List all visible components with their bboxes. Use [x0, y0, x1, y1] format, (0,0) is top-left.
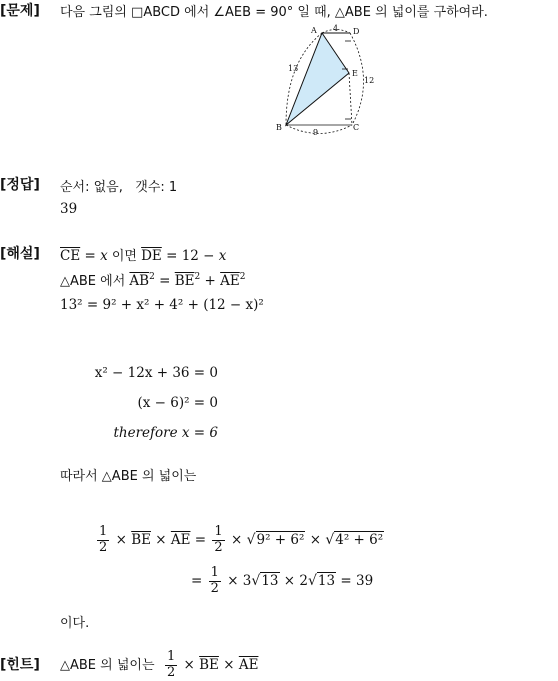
- times-5: ×: [227, 572, 239, 589]
- times-3: ×: [230, 531, 243, 548]
- eq-sign-4: =: [191, 572, 203, 589]
- frac-den-2: 2: [214, 539, 223, 555]
- sqrt-sign-3: √: [251, 572, 261, 589]
- hint-seg-ae: $\overline{AE}$: [238, 656, 259, 673]
- answer-value: 39: [60, 201, 78, 217]
- solution-line-1: [60, 245, 226, 264]
- seg-ce: $\overline{CE}$: [60, 248, 81, 264]
- area-line-1: [95, 525, 384, 556]
- seg-ae: $\overline{AE}$: [220, 273, 240, 289]
- point-d: D: [353, 27, 360, 36]
- hint-words: △ABE 의 넓이는: [60, 657, 159, 673]
- sqrt-sign-1: √: [246, 531, 256, 548]
- conclusion-text: 따라서 △ABE 의 넓이는: [60, 469, 197, 484]
- frac-num: 1: [99, 524, 108, 539]
- solution-line-2: [60, 270, 245, 289]
- solution-end: 이다.: [60, 616, 90, 631]
- times-1: ×: [115, 531, 127, 548]
- coef-2: 2: [299, 572, 308, 589]
- point-b: B: [276, 123, 282, 132]
- half-fraction-3: [209, 566, 221, 597]
- seg-ab: $\overline{AB}$: [129, 273, 150, 289]
- plus-sign: +: [200, 273, 221, 289]
- arc-dc: [350, 33, 364, 125]
- times-2: ×: [155, 531, 167, 548]
- answer-meta: 순서: 없음, 갯수: 1: [60, 180, 178, 195]
- geometry-figure: [272, 22, 384, 140]
- arc-bc: [286, 125, 352, 134]
- length-ad: 4: [333, 24, 339, 33]
- problem-text: 다음 그림의 □ABCD 에서 ∠AEB = 90° 일 때, △ABE 의 넓이를 구하여라.: [60, 5, 488, 20]
- hint-frac-num: 1: [166, 649, 176, 664]
- length-ec: 12: [364, 76, 375, 85]
- solution-label: [해설]: [0, 246, 40, 262]
- sqrt-sign-4: √: [308, 572, 317, 589]
- frac-den: 2: [99, 539, 108, 555]
- hint-times-1: ×: [183, 656, 195, 673]
- times-6: ×: [283, 572, 296, 589]
- equation-1: x² − 12x + 36 = 0: [94, 365, 218, 381]
- point-c: C: [353, 123, 360, 132]
- answer-label: [정답]: [0, 177, 40, 193]
- radicand-13-b: 13: [317, 572, 336, 589]
- x-equals-6: x = 6: [177, 425, 218, 441]
- triangle-abe: [286, 33, 349, 125]
- word-therefore: therefore: [113, 425, 178, 441]
- exp-ae: 2: [239, 272, 246, 282]
- text-abe: △ABE 에서: [60, 274, 130, 289]
- hint-times-2: ×: [223, 656, 235, 673]
- word-if: 이면: [107, 249, 142, 264]
- frac-num-2: 1: [214, 524, 223, 539]
- expr-12-minus: = 12 −: [161, 248, 219, 264]
- radicand-2: 4² + 6²: [335, 531, 384, 548]
- var-x: x: [100, 248, 108, 264]
- length-bc: 9: [313, 128, 319, 137]
- area-line-2: [191, 566, 373, 597]
- exp-be: 2: [194, 272, 201, 282]
- radicand-1: 9² + 6²: [256, 531, 305, 548]
- seg-be-2: $\overline{BE}$: [131, 531, 151, 548]
- eq-sign: =: [80, 248, 101, 264]
- frac-num-3: 1: [210, 565, 219, 580]
- frac-den-3: 2: [210, 580, 219, 596]
- eq-sign-2: =: [154, 273, 175, 289]
- coef-3: 3: [242, 572, 252, 589]
- seg-be: $\overline{BE}$: [174, 273, 195, 289]
- sqrt-sign-2: √: [325, 531, 335, 548]
- radicand-13: 13: [261, 572, 279, 589]
- point-e: E: [352, 69, 358, 78]
- equation-3: [60, 425, 218, 441]
- length-ab: 13: [288, 64, 299, 73]
- hint-text: [60, 650, 258, 681]
- times-4: ×: [309, 531, 322, 548]
- exp-ab: 2: [149, 272, 155, 282]
- hint-label: [힌트]: [0, 657, 40, 673]
- seg-de: $\overline{DE}$: [141, 248, 162, 264]
- eq-sign-3: =: [194, 531, 207, 548]
- hint-fraction: [165, 650, 177, 681]
- hint-frac-den: 2: [166, 664, 176, 680]
- problem-label: [문제]: [0, 3, 40, 19]
- half-fraction-2: [212, 525, 224, 556]
- equation-2: (x − 6)² = 0: [137, 395, 218, 411]
- segment-ec: [349, 73, 352, 125]
- solution-line-3: 13² = 9² + x² + 4² + (12 − x)²: [60, 297, 264, 313]
- hint-seg-be: $\overline{BE}$: [199, 656, 219, 673]
- seg-ae-2: $\overline{AE}$: [170, 531, 191, 548]
- point-a: A: [311, 26, 317, 35]
- half-fraction: [97, 525, 109, 556]
- area-result: = 39: [340, 572, 374, 589]
- var-x-2: x: [218, 248, 227, 264]
